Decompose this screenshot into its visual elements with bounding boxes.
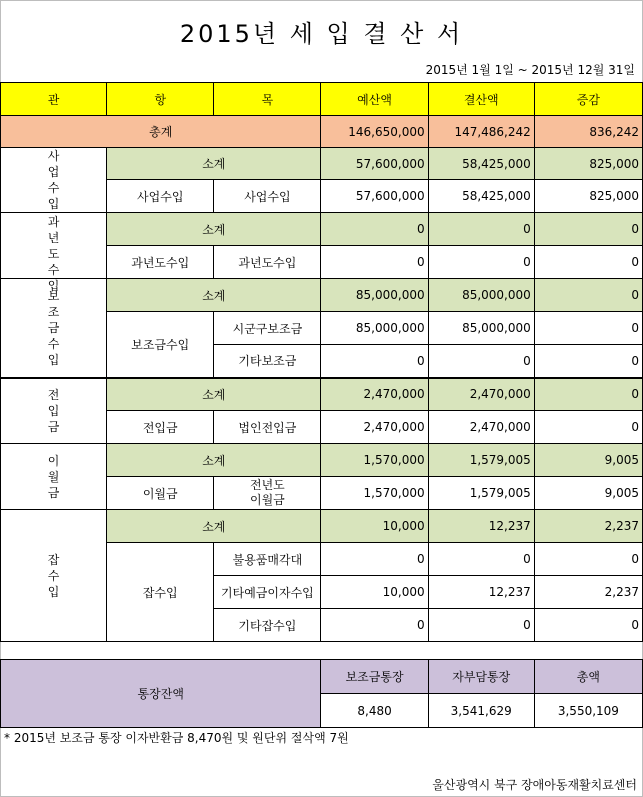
gwan-cell: 사업수입 (1, 148, 107, 213)
subtotal-settled: 0 (428, 213, 534, 246)
header-diff: 증감 (534, 83, 642, 116)
organization-name: 울산광역시 북구 장애아동재활치료센터 (432, 778, 637, 792)
account-header-total: 총액 (534, 660, 642, 694)
mok-cell: 과년도수입 (214, 246, 321, 279)
table-row (1, 510, 643, 543)
revenue-table (0, 82, 643, 642)
total-settled: 147,486,242 (428, 116, 534, 148)
total-diff: 836,242 (534, 116, 642, 148)
header-budget: 예산액 (321, 83, 428, 116)
settled-cell: 0 (428, 345, 534, 378)
budget-cell: 0 (321, 543, 428, 576)
subtotal-diff: 825,000 (534, 148, 642, 180)
mok-line1: 전년도 (250, 478, 285, 492)
period-range: 2015년 1월 1일 ~ 2015년 12월 31일 (425, 63, 635, 77)
mok-cell: 기타잡수입 (214, 609, 321, 642)
footnote: * 2015년 보조금 통장 이자반환금 8,470원 및 원단위 절삭액 7원 (4, 731, 349, 745)
subtotal-label: 소계 (107, 378, 321, 411)
table-row (1, 213, 643, 246)
total-label: 총계 (1, 116, 321, 148)
diff-cell: 825,000 (534, 180, 642, 213)
diff-cell: 2,237 (534, 576, 642, 609)
subtotal-diff: 0 (534, 378, 642, 411)
budget-cell: 85,000,000 (321, 312, 428, 345)
diff-cell: 0 (534, 345, 642, 378)
account-header-row (1, 660, 643, 694)
diff-cell: 0 (534, 246, 642, 279)
hang-cell: 보조금수입 (107, 312, 214, 378)
mok-cell: 법인전입금 (214, 411, 321, 444)
header-hang: 항 (107, 83, 214, 116)
mok-cell: 불용품매각대 (214, 543, 321, 576)
subtotal-settled: 2,470,000 (428, 378, 534, 411)
table-row (1, 148, 643, 180)
settled-cell: 1,579,005 (428, 477, 534, 510)
subtotal-budget: 1,570,000 (321, 444, 428, 477)
budget-cell: 1,570,000 (321, 477, 428, 510)
account-value-subsidy: 8,480 (321, 694, 428, 728)
diff-cell: 0 (534, 609, 642, 642)
account-value-total: 3,550,109 (534, 694, 642, 728)
subtotal-budget: 0 (321, 213, 428, 246)
settled-cell: 12,237 (428, 576, 534, 609)
budget-cell: 0 (321, 246, 428, 279)
diff-cell: 0 (534, 543, 642, 576)
subtotal-label: 소계 (107, 213, 321, 246)
budget-cell: 0 (321, 345, 428, 378)
subtotal-budget: 10,000 (321, 510, 428, 543)
page-title: 2015년 세 입 결 산 서 (179, 20, 464, 48)
account-value-self: 3,541,629 (428, 694, 534, 728)
diff-cell: 0 (534, 411, 642, 444)
subtotal-label: 소계 (107, 279, 321, 312)
settled-cell: 58,425,000 (428, 180, 534, 213)
subtotal-settled: 85,000,000 (428, 279, 534, 312)
table-row (1, 378, 643, 411)
gwan-cell: 과년도수입 (1, 213, 107, 279)
subtotal-label: 소계 (107, 444, 321, 477)
subtotal-diff: 0 (534, 279, 642, 312)
gwan-cell: 이월금 (1, 444, 107, 510)
budget-cell: 57,600,000 (321, 180, 428, 213)
subtotal-settled: 1,579,005 (428, 444, 534, 477)
subtotal-label: 소계 (107, 148, 321, 180)
subtotal-diff: 0 (534, 213, 642, 246)
subtotal-settled: 58,425,000 (428, 148, 534, 180)
gwan-cell: 전입금 (1, 378, 107, 444)
budget-cell: 0 (321, 609, 428, 642)
hang-cell: 이월금 (107, 477, 214, 510)
header-row (1, 83, 643, 116)
budget-cell: 2,470,000 (321, 411, 428, 444)
subtotal-diff: 9,005 (534, 444, 642, 477)
account-header-self: 자부담통장 (428, 660, 534, 694)
gwan-cell: 잡수입 (1, 510, 107, 642)
subtotal-settled: 12,237 (428, 510, 534, 543)
hang-cell: 사업수입 (107, 180, 214, 213)
gwan-cell: 보조금수입 (1, 279, 107, 378)
subtotal-label: 소계 (107, 510, 321, 543)
diff-cell: 0 (534, 312, 642, 345)
account-header-subsidy: 보조금통장 (321, 660, 428, 694)
subtotal-budget: 85,000,000 (321, 279, 428, 312)
mok-cell: 사업수입 (214, 180, 321, 213)
settled-cell: 0 (428, 246, 534, 279)
header-mok: 목 (214, 83, 321, 116)
mok-cell: 기타보조금 (214, 345, 321, 378)
hang-cell: 잡수입 (107, 543, 214, 642)
mok-line2: 이월금 (250, 493, 285, 507)
header-settled: 결산액 (428, 83, 534, 116)
subtotal-budget: 2,470,000 (321, 378, 428, 411)
table-row (1, 444, 643, 477)
account-label: 통장잔액 (1, 660, 321, 728)
table-row (1, 279, 643, 312)
budget-cell: 10,000 (321, 576, 428, 609)
mok-cell: 기타예금이자수입 (214, 576, 321, 609)
subtotal-budget: 57,600,000 (321, 148, 428, 180)
diff-cell: 9,005 (534, 477, 642, 510)
hang-cell: 과년도수입 (107, 246, 214, 279)
account-balance-table (0, 659, 643, 728)
settled-cell: 0 (428, 543, 534, 576)
total-row (1, 116, 643, 148)
subtotal-diff: 2,237 (534, 510, 642, 543)
mok-cell: 시군구보조금 (214, 312, 321, 345)
settled-cell: 2,470,000 (428, 411, 534, 444)
settled-cell: 85,000,000 (428, 312, 534, 345)
total-budget: 146,650,000 (321, 116, 428, 148)
settled-cell: 0 (428, 609, 534, 642)
mok-cell (214, 477, 321, 510)
hang-cell: 전입금 (107, 411, 214, 444)
header-gwan: 관 (1, 83, 107, 116)
